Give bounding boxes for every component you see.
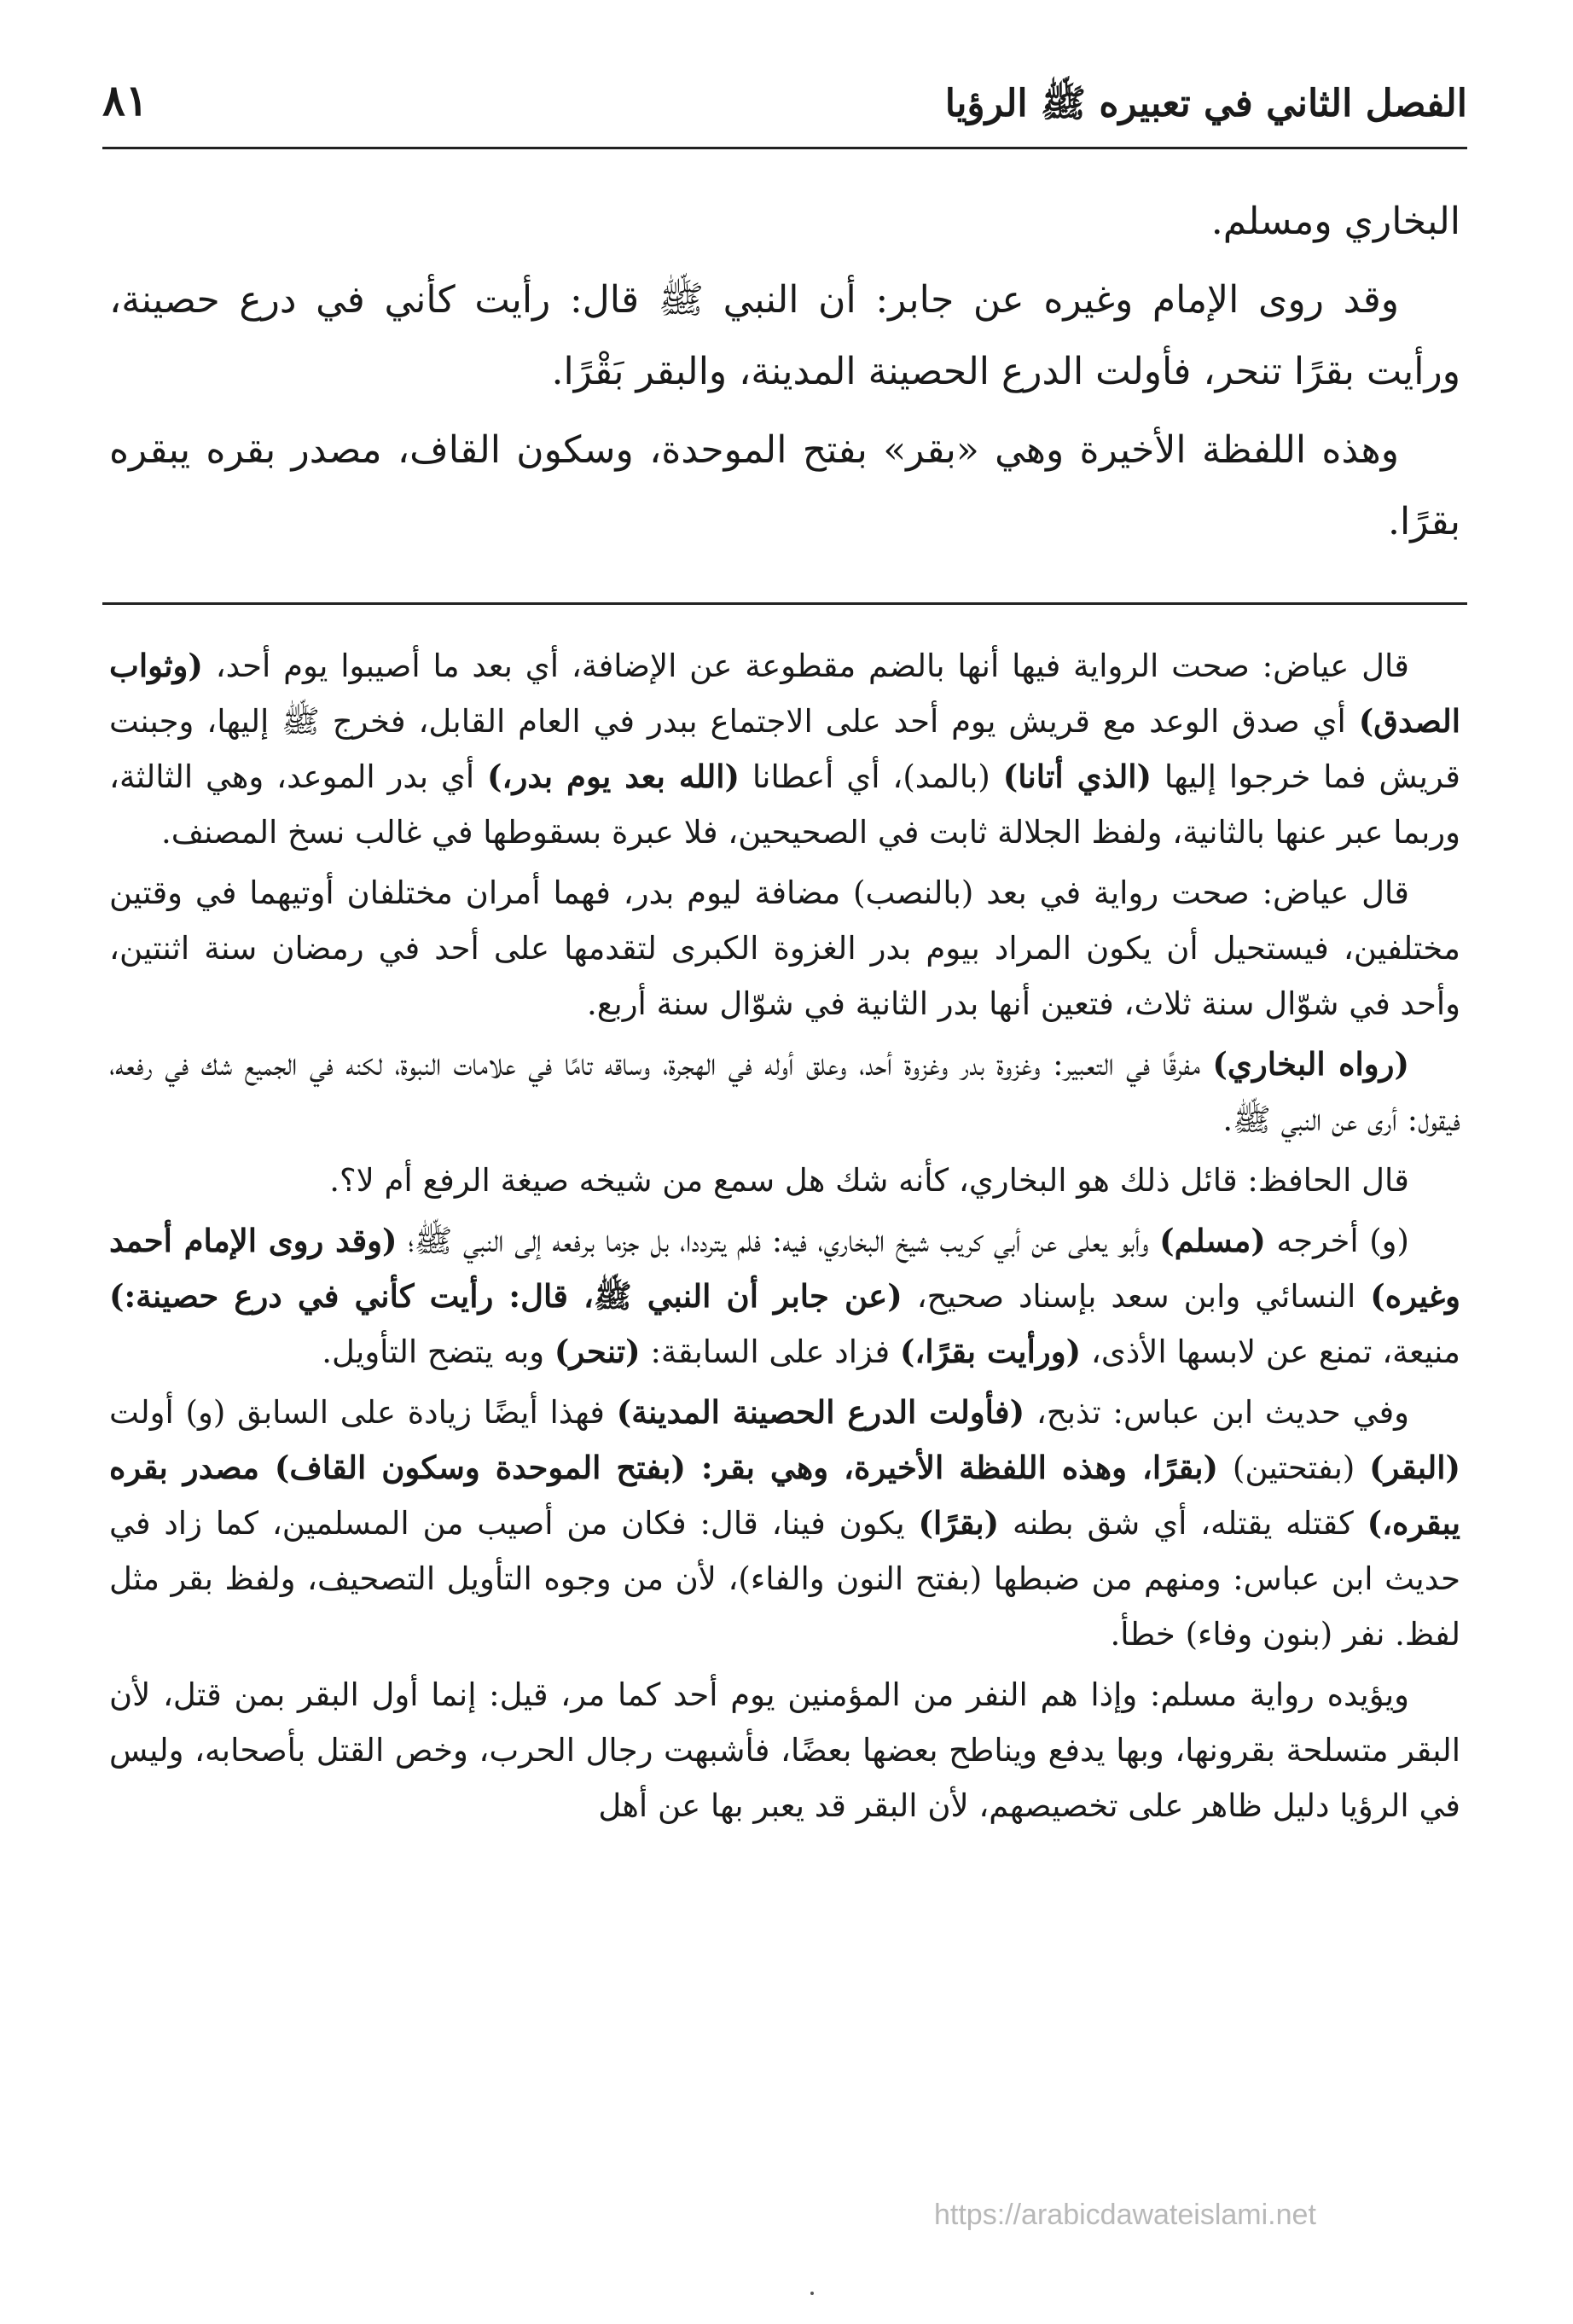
main-paragraph-1: البخاري ومسلم. [1210,200,1460,243]
footnote-text: قال عياض: صحت الرواية فيها أنها بالضم مقطوعة عن الإضافة، أي بعد ما أصيبوا يوم أحد، [202,648,1409,684]
footnote-text: (بفتحتين) [1218,1450,1370,1486]
footnote-text: فزاد على السابقة: [640,1333,900,1370]
footnote-text: (و) أخرجه [1265,1223,1409,1259]
footnote-text: قال عياض: صحت رواية في بعد (بالنصب) مضافة ليوم بدر، فهما أمران مختلفان أوتيهما في وقتين مختلفين، فيستحيل أن يكون المراد بيوم بدر الغزوة الكبرى لتقدمها على أحد في رمضان سنة اثنتين، وأحد في شوّال سنة ثلاث، فتعين أنها بدر الثانية في شوّال سنة أربع. [109,874,1460,1022]
footnote-text: أي بدر الموعد، وهي الثالثة، وربما عبر عنها بالثانية، ولفظ الجلالة ثابت في الصحيحين، فلا عبرة بسقوطها في غالب نسخ المصنف. [109,758,1460,851]
footnote-text: قال الحافظ: قائل ذلك هو البخاري، كأنه شك هل سمع من شيخه صيغة الرفع أم لا؟. [329,1162,1409,1199]
footnote-text: منيعة، تمنع عن لابسها الأذى، [1081,1333,1460,1370]
footnote-bold-quote: (وقد روى الإمام أحمد وغيره) [109,1222,1460,1315]
footnote-text: وأبو يعلى عن أبي كريب شيخ البخاري، فيه: فلم يترددا، بل جزما برفعه إلى النبي ﷺ؛ [397,1223,1160,1259]
watermark-url: https://arabicdawateislami.net [934,2199,1316,2231]
footnote-bold-quote: (الله بعد يوم بدر،) [487,758,740,795]
footnote-paragraph [109,1385,1460,1662]
page-number: ٨١ [102,75,148,125]
footnote-bold-quote: (ورأيت بقرًا،) [899,1333,1082,1370]
footnote-text: فهذا أيضًا زيادة على السابق (و) أولت [109,1394,617,1431]
footnote-bold-quote: (مسلم) [1159,1222,1266,1259]
scan-speck [810,2292,814,2295]
footnote-text: كقتله يقتله، أي شق بطنه [999,1505,1367,1542]
footnote-text: ويؤيده رواية مسلم: وإذا هم النفر من المؤمنين يوم أحد كما مر، قيل: إنما أول البقر بمن قتل، لأن البقر متسلحة بقرونها، وبها يدفع ويناطح بعضها بعضًا، فأشبهت رجال الحرب، وخص القتل بأصحابه، وليس في الرؤيا دليل ظاهر على تخصيصهم، لأن البقر قد يعبر بها عن أهل [109,1676,1460,1824]
footnote-bold-quote: (عن جابر أن النبي ﷺ، قال: رأيت كأني في درع حصينة:) [109,1277,903,1315]
footnote-text: (بالمد)، أي أعطانا [740,758,1003,795]
footnote-rule [102,602,1467,605]
footnote-bold-quote: (تنحر) [554,1333,641,1370]
footnote-bold-quote: (بقرًا) [918,1504,1000,1542]
footnote-text: النسائي وابن سعد بإسناد صحيح، [902,1278,1371,1315]
main-paragraph-2: وقد روى الإمام وغيره عن جابر: أن النبي ﷺ قال: رأيت كأني في درع حصينة، ورأيت بقرًا تنحر، فأولت الدرع الحصينة المدينة، والبقر بَقْرًا. [109,278,1460,393]
page-header [102,75,1467,143]
footnote-bold-quote: (رواه البخاري) [1212,1045,1409,1083]
footnote-text: وفي حديث ابن عباس: تذبح، [1024,1394,1410,1431]
footnote-paragraph [109,1153,1460,1208]
footnote-paragraph [109,865,1460,1031]
footnote-text: وبه يتضح التأويل. [322,1333,554,1370]
footnote-bold-quote: (الذي أتانا) [1002,758,1152,795]
footnote-paragraph [109,638,1460,860]
footnote-paragraph [109,1213,1460,1380]
footnote-text: مفرقًا في التعبير: وغزوة بدر وغزوة أحد، وعلق أوله في الهجرة، وساقه تامًا في علامات النبوة، لكنه في الجميع شك في رفعه، فيقول: أرى عن النبي ﷺ. [109,1046,1460,1138]
main-paragraph-3: وهذه اللفظة الأخيرة وهي «بقر» بفتح الموحدة، وسكون القاف، مصدر بقره يبقره بقرًا. [109,428,1460,543]
footnote-bold-quote: (وثواب الصدق) [109,647,1460,740]
header-rule [102,147,1467,149]
footnote-bold-quote: (البقر) [1369,1449,1461,1486]
footnote-text: يكون فينا، قال: فكان من أصيب من المسلمين، كما زاد في حديث ابن عباس: ومنهم من ضبطها (بفتح النون والفاء)، لأن من وجوه التأويل التصحيف، ولفظ بقر مثل لفظ. نفر (بنون وفاء) خطأ. [109,1505,1460,1653]
footnote-text: أي صدق الوعد مع قريش يوم أحد على الاجتماع ببدر في العام القابل، فخرج ﷺ إليها، وجبنت قريش فما خرجوا إليها [109,703,1460,795]
footnote-paragraph [109,1667,1460,1833]
main-text [109,186,1460,565]
footnotes [109,638,1460,1839]
footnote-bold-quote: (بقرًا، وهذه اللفظة الأخيرة، وهي بقر: (بفتح الموحدة وسكون القاف) مصدر بقره يبقره،) [109,1449,1461,1542]
footnote-paragraph [109,1037,1460,1147]
running-title: الفصل الثاني في تعبيره ﷺ الرؤيا [944,82,1467,125]
footnote-bold-quote: (فأولت الدرع الحصينة المدينة) [616,1393,1025,1431]
